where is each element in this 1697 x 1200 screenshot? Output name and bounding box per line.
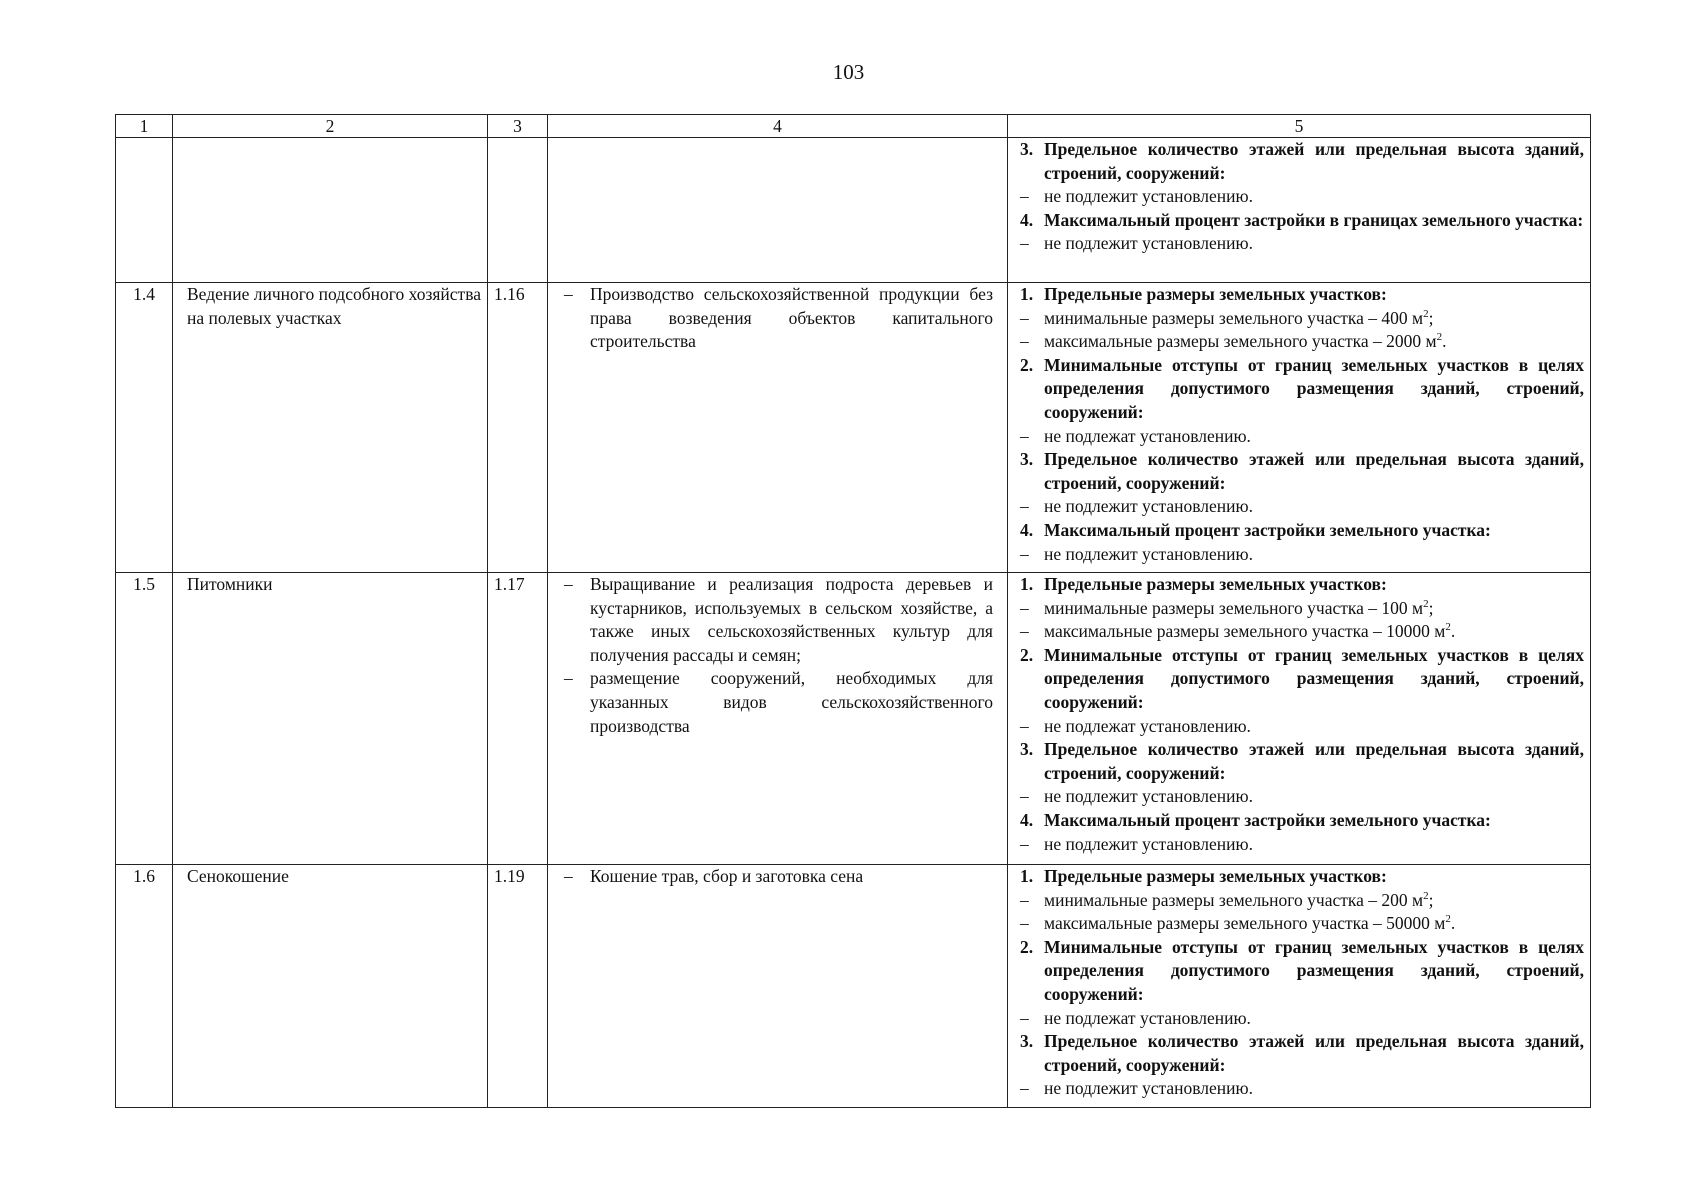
cell-description <box>548 283 1008 573</box>
list-text <box>590 865 993 889</box>
list-marker: – <box>1020 715 1029 736</box>
list-marker: – <box>1020 1078 1029 1099</box>
list-item <box>1014 809 1584 833</box>
list-text-main: Максимальный процент застройки земельного участка: <box>1044 809 1491 830</box>
list-marker: – <box>1020 597 1029 618</box>
list-text-main: Максимальный процент застройки в границах земельного участка: <box>1044 209 1584 230</box>
list-text <box>1044 1007 1584 1031</box>
list-text-main: минимальные размеры земельного участка – 400 м <box>1044 307 1424 328</box>
cell-num: 1.6 <box>116 865 173 1108</box>
cell-description <box>548 573 1008 865</box>
table-row <box>116 865 1591 1108</box>
list-text-main: Предельное количество этажей или предельная высота зданий, строений, сооружений: <box>1044 739 1584 783</box>
cell-num <box>116 138 173 283</box>
list-marker: – <box>1020 1007 1029 1028</box>
cell-description <box>548 138 1008 283</box>
list-text-main: не подлежат установлению. <box>1044 425 1251 446</box>
list-text-main: Предельные размеры земельных участков: <box>1044 574 1387 594</box>
list-text-main: Предельное количество этажей или предельная высота зданий, строений, сооружений: <box>1044 449 1584 493</box>
list-text-main: минимальные размеры земельного участка – 100 м <box>1044 597 1424 618</box>
list-text <box>1044 138 1584 185</box>
list-text <box>1044 809 1584 833</box>
list-marker: – <box>564 866 573 886</box>
table-row <box>116 573 1591 865</box>
list-item <box>1014 1030 1584 1077</box>
list-text-main: не подлежит установлению. <box>1044 833 1253 854</box>
list-marker: 1. <box>1020 574 1034 594</box>
table-row <box>116 138 1591 283</box>
list-text-main: размещение сооружений, необходимых для указанных видов сельскохозяйственного производства <box>590 668 993 736</box>
superscript: 2 <box>1445 621 1451 634</box>
list-text <box>1044 936 1584 1007</box>
list-text-main: Предельные размеры земельных участков: <box>1044 866 1387 886</box>
list-item <box>1014 138 1584 185</box>
header-col-4: 4 <box>548 115 1008 138</box>
list-text-main: не подлежит установлению. <box>1044 186 1253 207</box>
list-text <box>1044 889 1584 913</box>
list-item <box>562 573 993 667</box>
list-marker: 3. <box>1020 1031 1034 1052</box>
cell-description <box>548 865 1008 1108</box>
list-text <box>1044 354 1584 425</box>
list-text <box>1044 644 1584 715</box>
page-number: 103 <box>832 60 865 84</box>
list-item <box>1014 597 1584 621</box>
list-item <box>1014 543 1584 567</box>
list-text-main: не подлежат установлению. <box>1044 715 1251 736</box>
list-text <box>1044 209 1584 233</box>
cell-code: 1.19 <box>488 865 548 1108</box>
list-item <box>1014 644 1584 715</box>
list-text-main: не подлежат установлению. <box>1044 1007 1251 1028</box>
list-item <box>1014 425 1584 449</box>
list-text <box>1044 448 1584 495</box>
list-item <box>1014 833 1584 857</box>
list-item <box>1014 307 1584 331</box>
list-text-main: не подлежит установлению. <box>1044 786 1253 807</box>
list-marker: – <box>564 284 573 304</box>
cell-num: 1.4 <box>116 283 173 573</box>
cell-parameters <box>1008 138 1591 283</box>
list-text-main: Кошение трав, сбор и заготовка сена <box>590 866 864 886</box>
cell-code: 1.16 <box>488 283 548 573</box>
list-text-main: не подлежит установлению. <box>1044 543 1253 564</box>
list-marker: – <box>1020 621 1029 642</box>
cell-parameters <box>1008 283 1591 573</box>
list-item <box>1014 1077 1584 1101</box>
list-text <box>1044 543 1584 567</box>
cell-name: Ведение личного подсобного хозяйства на полевых участках <box>173 283 488 573</box>
list-marker: 3. <box>1020 449 1034 470</box>
list-item <box>1014 865 1584 889</box>
list-text <box>1044 785 1584 809</box>
list-text <box>1044 495 1584 519</box>
list-item <box>1014 738 1584 785</box>
list-marker: 2. <box>1020 644 1034 665</box>
list-text-main: Максимальный процент застройки земельного участка: <box>1044 519 1491 540</box>
list-text <box>1044 425 1584 449</box>
list-item <box>562 865 993 889</box>
list-text-tail: . <box>1450 621 1456 642</box>
list-text <box>1044 283 1584 307</box>
list-item <box>1014 889 1584 913</box>
list-marker: – <box>1020 889 1029 910</box>
list-text-tail: ; <box>1428 597 1434 618</box>
list-marker: – <box>1020 496 1029 517</box>
list-item <box>1014 232 1584 256</box>
list-text-main: минимальные размеры земельного участка – 200 м <box>1044 889 1424 910</box>
list-marker: – <box>1020 425 1029 446</box>
list-text <box>1044 715 1584 739</box>
list-marker: – <box>1020 913 1029 934</box>
list-marker: 4. <box>1020 209 1034 230</box>
list-text <box>1044 1030 1584 1077</box>
list-text-main: не подлежит установлению. <box>1044 233 1253 254</box>
list-text <box>1044 912 1584 936</box>
list-text-main: не подлежит установлению. <box>1044 496 1253 517</box>
cell-parameters <box>1008 865 1591 1108</box>
list-text <box>1044 1077 1584 1101</box>
list-text <box>590 283 993 354</box>
list-marker: – <box>564 574 573 594</box>
list-text-main: Производство сельскохозяйственной продукции без права возведения объектов капитального строительства <box>590 284 993 352</box>
list-item <box>1014 354 1584 425</box>
list-item <box>1014 448 1584 495</box>
header-col-5: 5 <box>1008 115 1591 138</box>
list-text-main: максимальные размеры земельного участка – 2000 м <box>1044 331 1437 352</box>
list-text-tail: . <box>1442 331 1447 352</box>
list-text <box>1044 573 1584 597</box>
list-text-tail: ; <box>1428 889 1434 910</box>
table-row <box>116 283 1591 573</box>
list-text <box>1044 307 1584 331</box>
header-col-1: 1 <box>116 115 173 138</box>
list-item <box>1014 573 1584 597</box>
list-item <box>1014 1007 1584 1031</box>
list-text-main: Минимальные отступы от границ земельных участков в целях определения допустимого размещения зданий, строений, сооружений: <box>1044 936 1584 1004</box>
list-marker: – <box>1020 543 1029 564</box>
list-text-main: Предельное количество этажей или предельная высота зданий, строений, сооружений: <box>1044 139 1584 183</box>
list-text-main: Предельные размеры земельных участков: <box>1044 284 1387 304</box>
list-marker: 3. <box>1020 739 1034 760</box>
list-marker: 4. <box>1020 809 1034 830</box>
list-text-main: Выращивание и реализация подроста деревьев и кустарников, используемых в сельском хозяйстве, а также иных сельскохозяйственных культур для получения рассады и семян; <box>590 574 993 665</box>
list-text <box>1044 865 1584 889</box>
superscript: 2 <box>1445 913 1451 926</box>
list-text-main: Минимальные отступы от границ земельных участков в целях определения допустимого размещения зданий, строений, сооружений: <box>1044 354 1584 422</box>
list-item <box>1014 785 1584 809</box>
list-marker: – <box>1020 833 1029 854</box>
list-item <box>1014 283 1584 307</box>
list-marker: 4. <box>1020 519 1034 540</box>
list-item <box>1014 209 1584 233</box>
cell-name <box>173 138 488 283</box>
superscript: 2 <box>1436 331 1443 344</box>
list-text <box>1044 185 1584 209</box>
list-item <box>1014 330 1584 354</box>
cell-name: Сенокошение <box>173 865 488 1108</box>
list-item <box>1014 912 1584 936</box>
cell-parameters <box>1008 573 1591 865</box>
list-item <box>1014 519 1584 543</box>
list-item <box>1014 185 1584 209</box>
list-text-main: максимальные размеры земельного участка – 10000 м <box>1044 621 1446 642</box>
cell-code <box>488 138 548 283</box>
list-text <box>1044 738 1584 785</box>
cell-num: 1.5 <box>116 573 173 865</box>
superscript: 2 <box>1423 307 1429 320</box>
list-marker: 2. <box>1020 354 1034 375</box>
list-text <box>1044 330 1584 354</box>
list-text <box>590 667 993 738</box>
header-col-3: 3 <box>488 115 548 138</box>
superscript: 2 <box>1423 889 1429 902</box>
list-text <box>1044 519 1584 543</box>
list-text <box>1044 232 1584 256</box>
list-marker: – <box>564 668 573 689</box>
regulations-table <box>115 114 1591 1108</box>
list-text-main: не подлежит установлению. <box>1044 1078 1253 1099</box>
list-text <box>1044 597 1584 621</box>
list-item <box>562 667 993 738</box>
list-item <box>562 283 993 354</box>
list-text-main: максимальные размеры земельного участка – 50000 м <box>1044 913 1446 934</box>
list-marker: – <box>1020 786 1029 807</box>
list-text-tail: ; <box>1428 307 1434 328</box>
cell-code: 1.17 <box>488 573 548 865</box>
list-item <box>1014 620 1584 644</box>
superscript: 2 <box>1423 597 1429 610</box>
list-marker: 1. <box>1020 284 1034 304</box>
header-col-2: 2 <box>173 115 488 138</box>
cell-name: Питомники <box>173 573 488 865</box>
table-header-row <box>116 115 1591 138</box>
list-text <box>590 573 993 667</box>
list-item <box>1014 495 1584 519</box>
list-marker: 3. <box>1020 139 1034 159</box>
list-item <box>1014 936 1584 1007</box>
list-marker: – <box>1020 331 1029 352</box>
list-item <box>1014 715 1584 739</box>
list-text <box>1044 833 1584 857</box>
list-text-main: Минимальные отступы от границ земельных участков в целях определения допустимого размещения зданий, строений, сооружений: <box>1044 644 1584 712</box>
list-text <box>1044 620 1584 644</box>
list-text-tail: . <box>1450 913 1456 934</box>
list-marker: – <box>1020 233 1029 254</box>
list-marker: 2. <box>1020 936 1034 957</box>
list-marker: – <box>1020 186 1029 207</box>
list-text-main: Предельное количество этажей или предельная высота зданий, строений, сооружений: <box>1044 1031 1584 1075</box>
list-marker: 1. <box>1020 866 1034 886</box>
list-marker: – <box>1020 307 1029 328</box>
